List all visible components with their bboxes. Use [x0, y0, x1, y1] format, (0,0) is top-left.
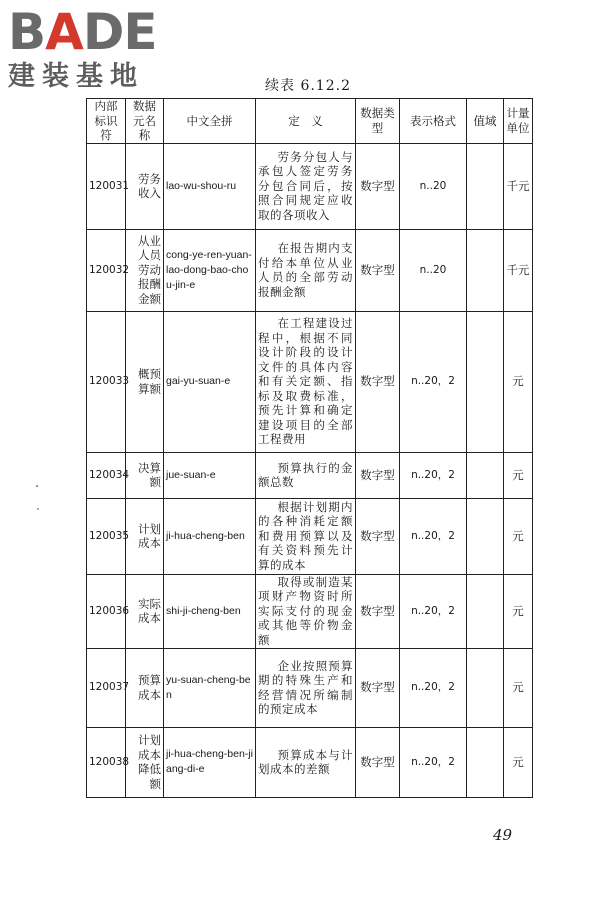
cell-format: n..20，2: [400, 648, 467, 727]
cell-type: 数字型: [356, 229, 400, 311]
header-definition: 定 义: [256, 99, 356, 144]
table-row: [87, 648, 533, 727]
cell-domain: [467, 452, 504, 498]
cell-type: 数字型: [356, 574, 400, 648]
cell-domain: [467, 143, 504, 229]
cell-definition: 预算执行的金额总数: [256, 452, 356, 498]
cell-pinyin: lao-wu-shou-ru: [164, 143, 256, 229]
cell-pinyin: cong-ye-ren-yuan-lao-dong-bao-chou-jin-e: [164, 229, 256, 311]
cell-definition: 根据计划期内的各种消耗定额和费用预算以及有关资料预先计算的成本: [256, 498, 356, 574]
cell-pinyin: gai-yu-suan-e: [164, 311, 256, 452]
cell-name: 预算成本: [126, 648, 164, 727]
table-caption: 续表 6.12.2: [265, 78, 351, 94]
cell-domain: [467, 727, 504, 797]
cell-name: 劳务收入: [126, 143, 164, 229]
cell-id: 120033: [87, 311, 126, 452]
cell-pinyin: yu-suan-cheng-ben: [164, 648, 256, 727]
scan-speck: [36, 485, 38, 487]
cell-unit: 千元: [504, 143, 533, 229]
cell-id: 120032: [87, 229, 126, 311]
cell-name: 决算额: [126, 452, 164, 498]
cell-format: n..20，2: [400, 311, 467, 452]
cell-unit: 元: [504, 727, 533, 797]
cell-unit: 元: [504, 648, 533, 727]
cell-type: 数字型: [356, 727, 400, 797]
cell-domain: [467, 574, 504, 648]
cell-domain: [467, 498, 504, 574]
table-row: [87, 452, 533, 498]
cell-name: 概预算额: [126, 311, 164, 452]
cell-unit: 元: [504, 574, 533, 648]
cell-format: n..20: [400, 229, 467, 311]
cell-id: 120038: [87, 727, 126, 797]
header-pinyin: 中文全拼: [164, 99, 256, 144]
table-header-row: [87, 99, 533, 144]
cell-type: 数字型: [356, 452, 400, 498]
cell-definition: 企业按照预算期的特殊生产和经营情况所编制的预定成本: [256, 648, 356, 727]
cell-type: 数字型: [356, 648, 400, 727]
cell-id: 120034: [87, 452, 126, 498]
table-row: [87, 229, 533, 311]
scan-speck: [37, 508, 39, 510]
logo-subtitle: 建装基地: [8, 61, 144, 92]
cell-definition: 劳务分包人与承包人签定劳务分包合同后，按照合同规定应收取的各项收入: [256, 143, 356, 229]
logo-wordmark: BADE: [8, 3, 157, 61]
header-name: 数据元名称: [126, 99, 164, 144]
header-unit: 计量单位: [504, 99, 533, 144]
header-id: 内部标识符: [87, 99, 126, 144]
cell-name: 计划成本降低额: [126, 727, 164, 797]
cell-pinyin: jue-suan-e: [164, 452, 256, 498]
header-type: 数据类型: [356, 99, 400, 144]
cell-pinyin: ji-hua-cheng-ben-jiang-di-e: [164, 727, 256, 797]
header-format: 表示格式: [400, 99, 467, 144]
header-domain: 值域: [467, 99, 504, 144]
cell-domain: [467, 648, 504, 727]
cell-definition: 在工程建设过程中，根据不同设计阶段的设计文件的具体内容和有关定额、指标及取费标准，预先计算和确定建设项目的全部工程费用: [256, 311, 356, 452]
cell-format: n..20，2: [400, 452, 467, 498]
cell-id: 120036: [87, 574, 126, 648]
cell-format: n..20，2: [400, 498, 467, 574]
cell-unit: 元: [504, 311, 533, 452]
cell-type: 数字型: [356, 498, 400, 574]
cell-format: n..20，2: [400, 727, 467, 797]
table-row: [87, 727, 533, 797]
table-row: [87, 574, 533, 648]
cell-unit: 元: [504, 452, 533, 498]
cell-pinyin: shi-ji-cheng-ben: [164, 574, 256, 648]
table-row: [87, 143, 533, 229]
cell-definition: 预算成本与计划成本的差额: [256, 727, 356, 797]
cell-format: n..20，2: [400, 574, 467, 648]
cell-definition: 取得或制造某项财产物资时所实际支付的现金或其他等价物金额: [256, 574, 356, 648]
table-row: [87, 498, 533, 574]
page-number: 49: [493, 826, 513, 844]
cell-id: 120037: [87, 648, 126, 727]
cell-id: 120031: [87, 143, 126, 229]
cell-id: 120035: [87, 498, 126, 574]
cell-name: 计划成本: [126, 498, 164, 574]
cell-domain: [467, 311, 504, 452]
cell-pinyin: ji-hua-cheng-ben: [164, 498, 256, 574]
cell-unit: 元: [504, 498, 533, 574]
cell-domain: [467, 229, 504, 311]
cell-format: n..20: [400, 143, 467, 229]
data-element-table: [86, 98, 533, 798]
cell-definition: 在报告期内支付给本单位从业人员的全部劳动报酬金额: [256, 229, 356, 311]
cell-name: 实际成本: [126, 574, 164, 648]
cell-name: 从业人员劳动报酬金额: [126, 229, 164, 311]
cell-type: 数字型: [356, 311, 400, 452]
cell-type: 数字型: [356, 143, 400, 229]
table-row: [87, 311, 533, 452]
cell-unit: 千元: [504, 229, 533, 311]
